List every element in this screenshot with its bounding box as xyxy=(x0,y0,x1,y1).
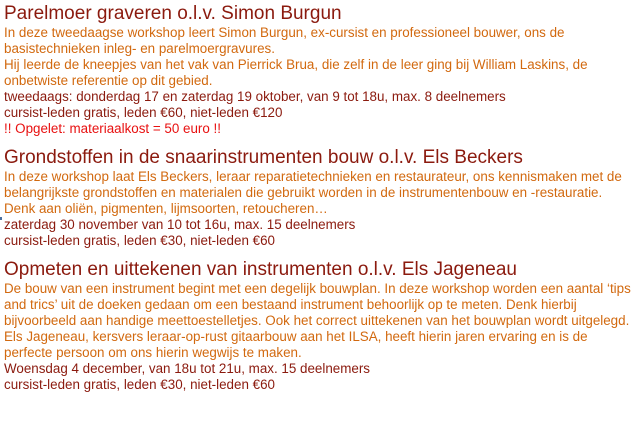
workshop-grondstoffen xyxy=(4,146,632,249)
workshop-description xyxy=(4,169,632,217)
workshop-schedule: tweedaags: donderdag 17 en zaterdag 19 oktober, van 9 tot 18u, max. 8 deelnemers xyxy=(4,89,506,104)
description-paragraph: In deze workshop laat Els Beckers, leraar reparatietechnieken en restaurateur, ons kennismaken met de belangrijkste grondstoffen en materialen die gebruikt worden in de instrumentenbouw en -restauratie. Denk aan oliën, pigmenten, lijmsoorten, retoucheren… xyxy=(4,169,622,216)
workshop-title: Grondstoffen in de snaarinstrumenten bouw o.l.v. Els Beckers xyxy=(4,147,523,168)
description-paragraph: Hij leerde de kneepjes van het vak van Pierrick Brua, die zelf in de leer ging bij William Laskins, de onbetwiste referentie op dit gebied. xyxy=(4,57,588,88)
workshop-opmeten xyxy=(4,258,632,393)
workshop-pricing: cursist-leden gratis, leden €30, niet-leden €60 xyxy=(4,377,275,392)
workshop-schedule: Woensdag 4 december, van 18u tot 21u, max. 15 deelnemers xyxy=(4,361,370,376)
description-paragraph: In deze tweedaagse workshop leert Simon Burgun, ex-cursist en professioneel bouwer, ons de basistechnieken inleg- en parelmoergravures. xyxy=(4,25,565,56)
workshop-description xyxy=(4,25,632,89)
edge-marker xyxy=(0,217,2,220)
workshop-pricing: cursist-leden gratis, leden €30, niet-leden €60 xyxy=(4,233,275,248)
workshop-pricing: cursist-leden gratis, leden €60, niet-leden €120 xyxy=(4,105,283,120)
workshop-schedule: zaterdag 30 november van 10 tot 16u, max. 15 deelnemers xyxy=(4,217,356,232)
workshop-description xyxy=(4,281,632,361)
material-cost-warning: !! Opgelet: materiaalkost = 50 euro !! xyxy=(4,121,221,136)
workshop-title: Opmeten en uittekenen van instrumenten o.l.v. Els Jageneau xyxy=(4,259,517,280)
workshop-parelmoer xyxy=(4,2,632,137)
workshop-title: Parelmoer graveren o.l.v. Simon Burgun xyxy=(4,3,342,24)
description-paragraph: De bouw van een instrument begint met een degelijk bouwplan. In deze workshop worden een aantal ‘tips and trics’ uit de doeken gedaan om een bestaand instrument behoorlijk op te meten. Denk hierbij bijvoorbeeld aan handige meettoestelletjes. Ook het correct uittekenen van het bouwplan wordt uitgelegd. xyxy=(4,281,631,328)
workshop-list xyxy=(4,2,632,393)
description-paragraph: Els Jageneau, kersvers leraar-op-rust gitaarbouw aan het ILSA, heeft hierin jaren ervaring en is de perfecte persoon om ons hierin wegwijs te maken. xyxy=(4,329,588,360)
